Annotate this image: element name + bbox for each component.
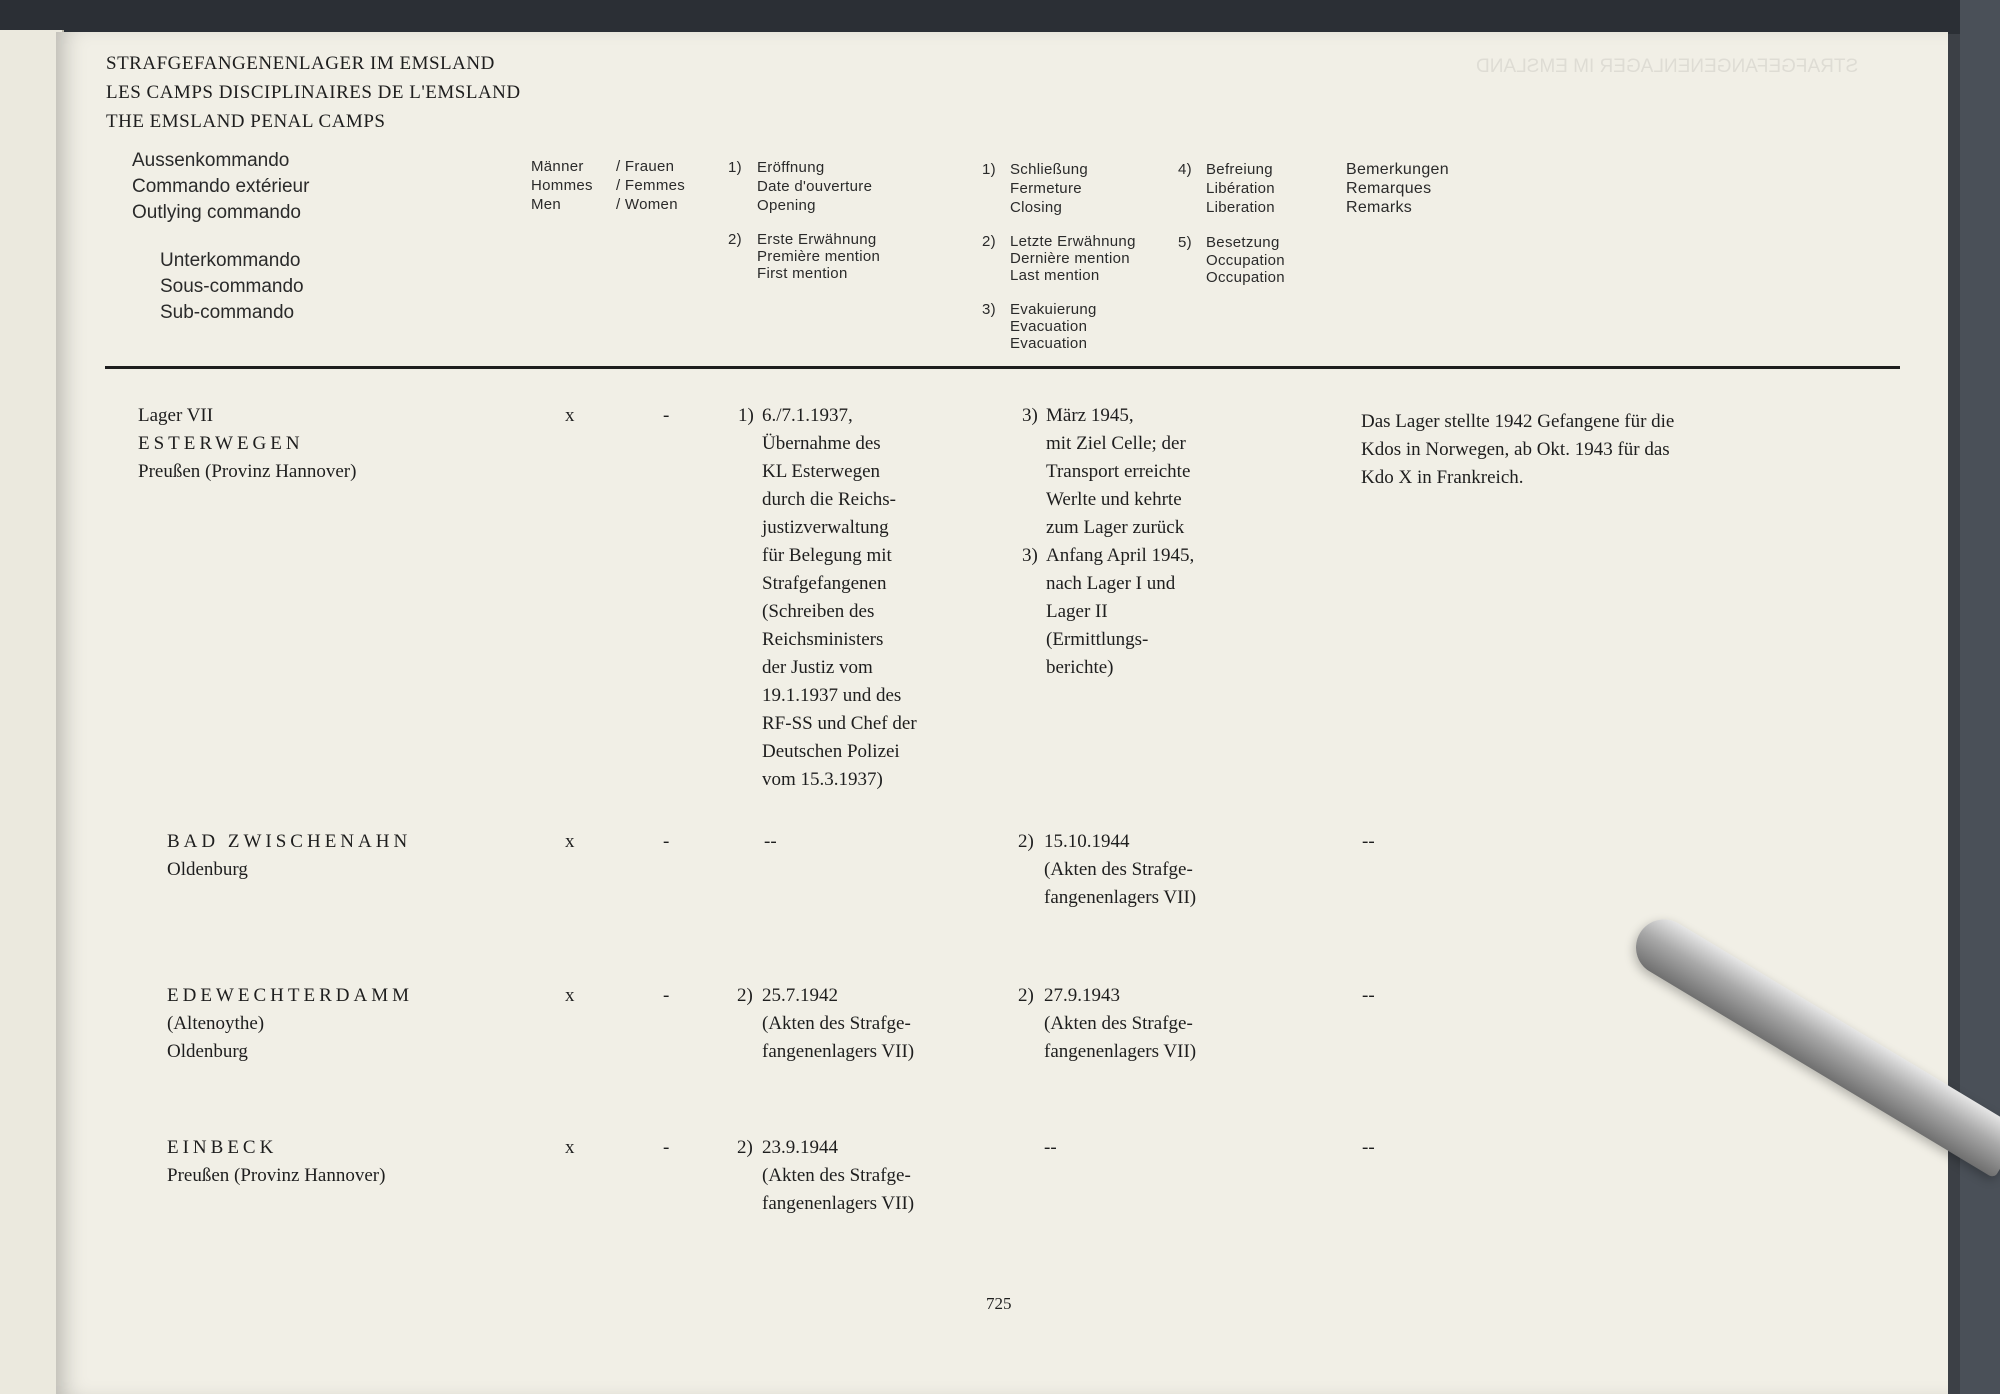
closing-line: fangenenlagers VII) — [1044, 887, 1197, 908]
camp-region-edewechterdamm: Oldenburg — [167, 1041, 248, 1062]
opening-note-number: 2) — [737, 985, 753, 1006]
closing-line: mit Ziel Celle; der — [1046, 433, 1186, 454]
remarks-line: Kdo X in Frankreich. — [1361, 467, 1524, 488]
legend-last-fr: Dernière mention — [1010, 250, 1130, 267]
closing-details-2 — [1046, 542, 1194, 682]
title-french: LES CAMPS DISCIPLINAIRES DE L'EMSLAND — [106, 82, 521, 103]
opening-line: Reichsministers — [762, 629, 884, 650]
closing-line: zum Lager zurück — [1046, 517, 1185, 538]
legend-liberation-de: Befreiung — [1206, 161, 1273, 178]
legend-first-de: Erste Erwähnung — [757, 231, 877, 248]
opening-line: Strafgefangenen — [762, 573, 887, 594]
opening-line: (Akten des Strafge- — [762, 1165, 911, 1186]
closing-note-number: 3) — [1022, 405, 1038, 426]
legend-liberation-number: 4) — [1178, 161, 1192, 178]
legend-opening-de: Eröffnung — [757, 159, 825, 176]
legend-closing-fr: Fermeture — [1010, 180, 1082, 197]
closing-line: 27.9.1943 — [1044, 985, 1120, 1006]
closing-line: März 1945, — [1046, 405, 1134, 426]
legend-sub-de: Unterkommando — [160, 250, 301, 271]
header-divider — [105, 366, 1900, 369]
camp-name-lager-vii: Lager VII — [138, 405, 214, 426]
remarks-empty: -- — [1362, 985, 1375, 1006]
camp-alt-name-altenoythe: (Altenoythe) — [167, 1013, 265, 1034]
camp-place-esterwegen: ESTERWEGEN — [138, 433, 304, 454]
opening-line: (Akten des Strafge- — [762, 1013, 911, 1034]
bleed-through-text: STRAFGEFANGENENLAGER IM EMSLAND — [1476, 56, 1859, 77]
opening-line: 19.1.1937 und des — [762, 685, 902, 706]
legend-women-fr: / Femmes — [616, 177, 686, 194]
legend-evac-number: 3) — [982, 301, 996, 318]
remarks-empty: -- — [1362, 1137, 1375, 1158]
legend-liberation-fr: Libération — [1206, 180, 1275, 197]
legend-opening-en: Opening — [757, 197, 816, 214]
legend-last-de: Letzte Erwähnung — [1010, 233, 1136, 250]
closing-details — [1046, 402, 1190, 542]
legend-closing-number: 1) — [982, 161, 996, 178]
opening-details — [762, 982, 914, 1066]
opening-line: (Schreiben des — [762, 601, 875, 622]
legend-closing-de: Schließung — [1010, 161, 1089, 178]
legend-first-number: 2) — [728, 231, 742, 248]
camp-place-edewechterdamm: EDEWECHTERDAMM — [167, 985, 413, 1006]
closing-empty: -- — [1044, 1137, 1057, 1158]
legend-occupation-en: Occupation — [1206, 269, 1285, 286]
closing-line: Werlte und kehrte — [1046, 489, 1182, 510]
closing-details — [1044, 828, 1196, 912]
closing-line: nach Lager I und — [1046, 573, 1176, 594]
opening-line: fangenenlagers VII) — [762, 1041, 915, 1062]
closing-line: 15.10.1944 — [1044, 831, 1130, 852]
legend-occupation-fr: Occupation — [1206, 252, 1285, 269]
legend-sub-fr: Sous-commando — [160, 276, 304, 297]
closing-details — [1044, 982, 1196, 1066]
men-mark: x — [565, 405, 575, 426]
remarks-esterwegen — [1361, 408, 1674, 492]
legend-sub-en: Sub-commando — [160, 302, 295, 323]
closing-line: Lager II — [1046, 601, 1108, 622]
legend-men-de: Männer — [531, 158, 584, 175]
remarks-empty: -- — [1362, 831, 1375, 852]
opening-note-number: 1) — [738, 405, 754, 426]
women-mark: - — [663, 405, 670, 426]
opening-details — [762, 1134, 914, 1218]
opening-line: fangenenlagers VII) — [762, 1193, 915, 1214]
scanner-background-right — [1960, 0, 2000, 1394]
legend-opening-number: 1) — [728, 159, 742, 176]
legend-women-de: / Frauen — [616, 158, 675, 175]
women-mark: - — [663, 831, 670, 852]
opening-empty: -- — [764, 831, 777, 852]
closing-note-number: 2) — [1018, 985, 1034, 1006]
closing-line: (Akten des Strafge- — [1044, 859, 1193, 880]
legend-liberation-en: Liberation — [1206, 199, 1275, 216]
title-english: THE EMSLAND PENAL CAMPS — [106, 111, 386, 132]
opening-line: der Justiz vom — [762, 657, 873, 678]
opening-line: Übernahme des — [762, 433, 881, 454]
remarks-line: Kdos in Norwegen, ab Okt. 1943 für das — [1361, 439, 1670, 460]
remarks-line: Das Lager stellte 1942 Gefangene für die — [1361, 411, 1675, 432]
legend-women-en: / Women — [616, 196, 678, 213]
closing-line: fangenenlagers VII) — [1044, 1041, 1197, 1062]
opening-line: KL Esterwegen — [762, 461, 880, 482]
opening-line: Deutschen Polizei — [762, 741, 900, 762]
legend-outlying-en: Outlying commando — [132, 202, 301, 223]
legend-evac-de: Evakuierung — [1010, 301, 1097, 318]
opening-line: durch die Reichs- — [762, 489, 897, 510]
opening-line: für Belegung mit — [762, 545, 892, 566]
closing-line: Anfang April 1945, — [1046, 545, 1195, 566]
men-mark: x — [565, 1137, 575, 1158]
legend-occupation-number: 5) — [1178, 234, 1192, 251]
closing-line: berichte) — [1046, 657, 1114, 678]
closing-note-number-2: 3) — [1022, 545, 1038, 566]
opening-line: justizverwaltung — [762, 517, 889, 538]
legend-last-number: 2) — [982, 233, 996, 250]
closing-line: (Ermittlungs- — [1046, 629, 1149, 650]
scanner-background-top — [0, 0, 2000, 34]
opening-details — [762, 402, 917, 794]
facing-page-edge — [0, 30, 64, 1394]
closing-note-number: 2) — [1018, 831, 1034, 852]
women-mark: - — [663, 1137, 670, 1158]
legend-remarks-en: Remarks — [1346, 199, 1413, 216]
legend-last-en: Last mention — [1010, 267, 1100, 284]
legend-remarks-de: Bemerkungen — [1346, 161, 1449, 178]
women-mark: - — [663, 985, 670, 1006]
legend-first-fr: Première mention — [757, 248, 881, 265]
legend-evac-fr: Evacuation — [1010, 318, 1088, 335]
legend-outlying-fr: Commando extérieur — [132, 176, 310, 197]
men-mark: x — [565, 985, 575, 1006]
opening-line: 23.9.1944 — [762, 1137, 838, 1158]
camp-place-einbeck: EINBECK — [167, 1137, 278, 1158]
opening-line: RF-SS und Chef der — [762, 713, 917, 734]
page-number: 725 — [986, 1294, 1012, 1313]
closing-line: Transport erreichte — [1046, 461, 1191, 482]
men-mark: x — [565, 831, 575, 852]
camp-region-esterwegen: Preußen (Provinz Hannover) — [138, 461, 357, 482]
opening-line: 25.7.1942 — [762, 985, 838, 1006]
legend-men-en: Men — [531, 196, 562, 213]
document-page — [56, 32, 1948, 1394]
camp-region-bad-zwischenahn: Oldenburg — [167, 859, 248, 880]
legend-men-fr: Hommes — [531, 177, 593, 194]
legend-occupation-de: Besetzung — [1206, 234, 1280, 251]
legend-remarks-fr: Remarques — [1346, 180, 1432, 197]
legend-first-en: First mention — [757, 265, 848, 282]
camp-region-einbeck: Preußen (Provinz Hannover) — [167, 1165, 386, 1186]
opening-line: 6./7.1.1937, — [762, 405, 853, 426]
legend-outlying-de: Aussenkommando — [132, 150, 290, 171]
closing-line: (Akten des Strafge- — [1044, 1013, 1193, 1034]
opening-line: vom 15.3.1937) — [762, 769, 883, 790]
legend-closing-en: Closing — [1010, 199, 1063, 216]
legend-evac-en: Evacuation — [1010, 335, 1088, 352]
legend-opening-fr: Date d'ouverture — [757, 178, 873, 195]
opening-note-number: 2) — [737, 1137, 753, 1158]
title-german: STRAFGEFANGENENLAGER IM EMSLAND — [106, 53, 495, 74]
camp-place-bad-zwischenahn: BAD ZWISCHENAHN — [167, 831, 412, 852]
